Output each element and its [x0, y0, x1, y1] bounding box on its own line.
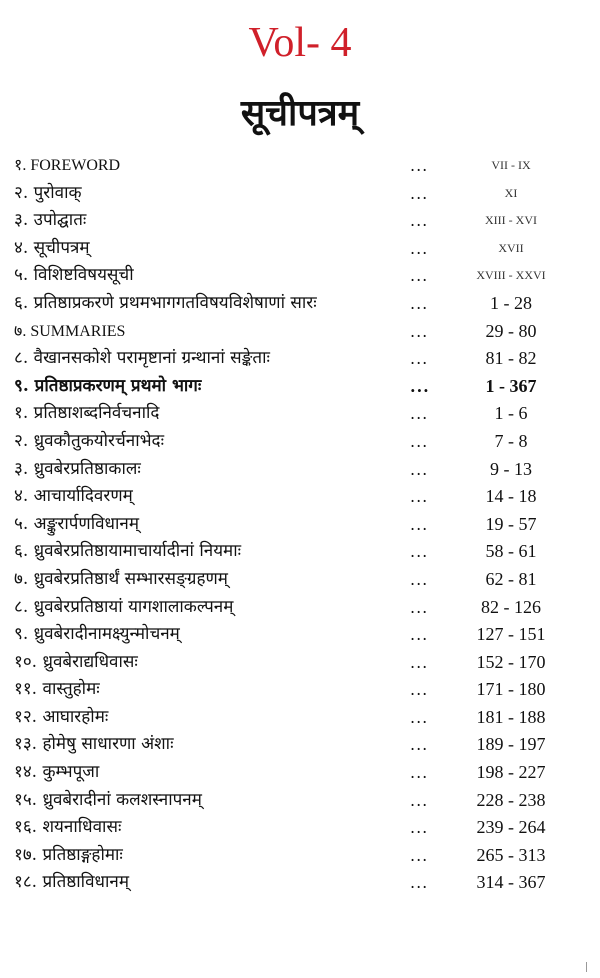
toc-entry-page-range: 152 - 170	[476, 651, 546, 672]
toc-entry-title: १. प्रतिष्ठाशब्दनिर्वचनादि	[14, 403, 160, 424]
toc-entry-page-range: 62 - 81	[485, 568, 537, 589]
toc-entry-page-range: 1 - 367	[485, 375, 537, 396]
toc-entry-title: १७. प्रतिष्ठाङ्गहोमाः	[14, 844, 123, 865]
toc-entry-leader-dots: ...	[410, 156, 429, 175]
toc-entry	[0, 538, 600, 566]
toc-entry-page-range: 265 - 313	[476, 844, 546, 865]
toc-entry-title: १४. कुम्भपूजा	[14, 762, 100, 783]
toc-entry-leader-dots: ...	[410, 845, 429, 865]
toc-entry	[0, 566, 600, 594]
toc-entry	[0, 731, 600, 759]
toc-entry-page-range: 198 - 227	[476, 762, 546, 783]
toc-entry-leader-dots: ...	[410, 431, 429, 451]
table-of-contents	[0, 152, 600, 897]
toc-entry-leader-dots: ...	[410, 652, 429, 672]
toc-entry-title: १०. ध्रुवबेराद्यधिवासः	[14, 651, 138, 672]
toc-entry	[0, 621, 600, 649]
toc-entry-title: ५. विशिष्टविषयसूची	[14, 265, 134, 286]
toc-entry-leader-dots: ...	[410, 569, 429, 589]
toc-entry-title: ६. प्रतिष्ठाप्रकरणे प्रथमभागगतविषयविशेषाणां सारः	[14, 292, 317, 313]
toc-entry-title: १६. शयनाधिवासः	[14, 817, 122, 838]
toc-entry-page-range: 81 - 82	[485, 348, 537, 369]
toc-entry-title: ८. वैखानसकोशे परामृष्टानां ग्रन्थानां सङ्केताः	[14, 348, 270, 369]
toc-entry-leader-dots: ...	[410, 459, 429, 479]
toc-entry-page-range: XVIII - XXVI	[476, 268, 546, 283]
toc-entry-title: ४. सूचीपत्रम्	[14, 237, 90, 258]
toc-entry-leader-dots: ...	[410, 266, 429, 286]
toc-entry-page-range: 127 - 151	[476, 624, 546, 645]
toc-entry-page-range: 239 - 264	[476, 817, 546, 838]
toc-entry-page-range: 189 - 197	[476, 734, 546, 755]
toc-entry-title: १२. आघारहोमः	[14, 706, 109, 727]
toc-entry-leader-dots: ...	[410, 404, 429, 424]
toc-entry	[0, 152, 600, 180]
toc-entry-page-range: 9 - 13	[490, 458, 532, 479]
toc-entry	[0, 594, 600, 622]
toc-entry-title: १३. होमेषु साधारणा अंशाः	[14, 734, 174, 755]
toc-entry-title: ८. ध्रुवबेरप्रतिष्ठायां यागशालाकल्पनम्	[14, 596, 234, 617]
toc-entry-leader-dots: ...	[410, 873, 429, 893]
toc-entry-title: २. पुरोवाक्	[14, 182, 82, 203]
toc-entry-leader-dots: ...	[410, 597, 429, 617]
toc-entry-page-range: XI	[504, 185, 518, 200]
toc-entry-title: ३. उपोद्घातः	[14, 210, 87, 231]
toc-entry-title: ९. ध्रुवबेरादीनामक्ष्युन्मोचनम्	[14, 624, 180, 645]
toc-entry-page-range: 58 - 61	[485, 541, 537, 562]
toc-entry-page-range: 1 - 28	[490, 292, 532, 313]
toc-entry-page-range: 181 - 188	[476, 706, 546, 727]
toc-entry	[0, 456, 600, 484]
volume-title: Vol- 4	[248, 20, 352, 66]
toc-entry-leader-dots: ...	[410, 707, 429, 727]
toc-entry-title: ३. ध्रुवबेरप्रतिष्ठाकालः	[14, 458, 141, 479]
toc-entry-page-range: 14 - 18	[485, 486, 537, 507]
toc-entry-leader-dots: ...	[410, 818, 429, 838]
toc-entry-title: ४. आचार्यादिवरणम्	[14, 486, 133, 507]
toc-entry-page-range: VII - IX	[491, 158, 531, 172]
toc-entry	[0, 511, 600, 539]
toc-entry	[0, 207, 600, 235]
toc-entry-leader-dots: ...	[410, 542, 429, 562]
toc-entry	[0, 262, 600, 290]
toc-entry-title: ११. वास्तुहोमः	[14, 679, 100, 700]
toc-entry	[0, 235, 600, 263]
toc-entry	[0, 704, 600, 732]
toc-entry	[0, 290, 600, 318]
toc-entry	[0, 759, 600, 787]
toc-entry	[0, 428, 600, 456]
toc-entry	[0, 649, 600, 677]
toc-entry-title: ९. प्रतिष्ठाप्रकरणम् प्रथमो भागः	[14, 375, 202, 396]
toc-entry-page-range: XVII	[498, 240, 524, 255]
toc-entry-leader-dots: ...	[410, 625, 429, 645]
toc-entry-title: १८. प्रतिष्ठाविधानम्	[14, 872, 129, 893]
toc-entry-leader-dots: ...	[410, 376, 430, 396]
toc-entry-title: ५. अङ्कुरार्पणविधानम्	[14, 513, 140, 534]
toc-entry-page-range: 19 - 57	[485, 513, 537, 534]
toc-entry-page-range: 314 - 367	[476, 872, 546, 893]
toc-entry-title: ६. ध्रुवबेरप्रतिष्ठायामाचार्यादीनां नियमाः	[14, 541, 242, 562]
toc-entry	[0, 345, 600, 373]
toc-entry-leader-dots: ...	[410, 238, 429, 258]
toc-entry-page-range: 29 - 80	[485, 320, 537, 341]
toc-entry	[0, 814, 600, 842]
toc-entry-leader-dots: ...	[410, 680, 429, 700]
toc-entry-page-range: 82 - 126	[481, 596, 541, 617]
toc-entry-leader-dots: ...	[410, 183, 429, 203]
toc-heading: सूचीपत्रम्	[240, 92, 360, 134]
toc-entry	[0, 676, 600, 704]
toc-entry	[0, 787, 600, 815]
page-edge-mark	[586, 962, 587, 972]
toc-entry	[0, 483, 600, 511]
toc-entry	[0, 180, 600, 208]
toc-entry-title: ७. SUMMARIES	[14, 322, 126, 340]
toc-entry-page-range: 228 - 238	[476, 789, 546, 810]
toc-entry-leader-dots: ...	[410, 514, 429, 534]
toc-entry-page-range: XIII - XVI	[485, 213, 537, 228]
toc-entry	[0, 318, 600, 346]
toc-entry-leader-dots: ...	[410, 349, 429, 369]
toc-entry-leader-dots: ...	[410, 790, 429, 810]
toc-entry-page-range: 1 - 6	[494, 403, 528, 424]
toc-entry-title: ७. ध्रुवबेरप्रतिष्ठार्थं सम्भारसङ्ग्रहणम्	[14, 568, 228, 589]
toc-entry-leader-dots: ...	[410, 321, 429, 341]
toc-entry-page-range: 171 - 180	[476, 679, 546, 700]
toc-entry-title: १. FOREWORD	[14, 157, 121, 174]
toc-entry-leader-dots: ...	[410, 763, 429, 783]
toc-entry	[0, 842, 600, 870]
toc-entry-page-range: 7 - 8	[494, 430, 528, 451]
toc-entry	[0, 373, 600, 401]
toc-entry-title: २. ध्रुवकौतुकयोरर्चनाभेदः	[14, 430, 165, 451]
toc-entry-leader-dots: ...	[410, 487, 429, 507]
toc-entry-leader-dots: ...	[410, 293, 429, 313]
toc-entry-leader-dots: ...	[410, 735, 429, 755]
toc-entry-title: १५. ध्रुवबेरादीनां कलशस्नापनम्	[14, 789, 202, 810]
toc-entry-leader-dots: ...	[410, 211, 429, 231]
toc-entry	[0, 869, 600, 897]
toc-entry	[0, 400, 600, 428]
